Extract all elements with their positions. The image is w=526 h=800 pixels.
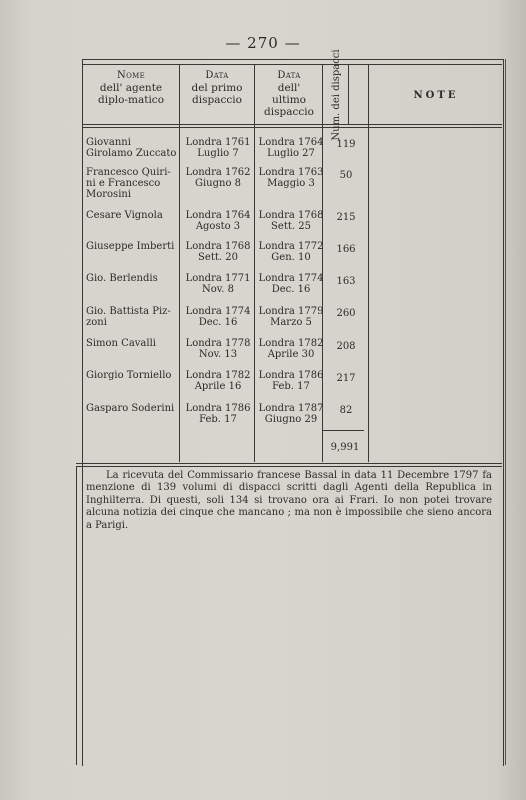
header-num — [326, 49, 348, 141]
header-first — [181, 70, 253, 106]
table-end-rule-double — [76, 466, 502, 467]
row-1-num: 119 — [336, 139, 356, 150]
row-9-name: Gasparo Soderini — [86, 403, 175, 414]
row-2-name: Francesco Quiri-ni e Francesco Morosini — [86, 167, 171, 200]
header-bottom-rule — [82, 124, 502, 125]
row-7-num: 208 — [336, 341, 356, 352]
row-5-name: Gio. Berlendis — [86, 273, 158, 284]
page-number: — 270 — — [225, 34, 301, 52]
row-2-last: Londra 1763 Maggio 3 — [258, 167, 324, 189]
row-9-last: Londra 1787 Giugno 29 — [258, 403, 324, 425]
header-name — [84, 70, 178, 106]
row-1-name: Giovanni Girolamo Zuccato — [86, 137, 177, 159]
header-num-label: Num. dei dispacci — [331, 49, 342, 141]
row-3-num: 215 — [336, 212, 356, 223]
column-divider-first — [254, 64, 255, 462]
row-4-name: Giuseppe Imberti — [86, 241, 175, 252]
total-rule — [322, 430, 364, 431]
header-top-rule — [82, 64, 502, 65]
row-6-last: Londra 1779 Marzo 5 — [258, 306, 324, 328]
header-bottom-rule-double — [82, 127, 502, 128]
row-8-first: Londra 1782 Aprile 16 — [185, 370, 251, 392]
row-7-first: Londra 1778 Nov. 13 — [185, 338, 251, 360]
header-first-title: Data — [205, 70, 229, 81]
row-5-num: 163 — [336, 276, 356, 287]
row-6-num: 260 — [336, 308, 356, 319]
row-4-first: Londra 1768 Sett. 20 — [185, 241, 251, 263]
row-7-last: Londra 1782 Aprile 30 — [258, 338, 324, 360]
row-3-last: Londra 1768 Sett. 25 — [258, 210, 324, 232]
header-last — [256, 70, 322, 118]
row-6-name: Gio. Battista Piz-zoni — [86, 306, 171, 328]
header-last-title: Data — [277, 70, 301, 81]
header-last-subtitle: dell' ultimo dispaccio — [264, 82, 314, 118]
row-3-first: Londra 1764 Agosto 3 — [185, 210, 251, 232]
row-8-name: Giorgio Torniello — [86, 370, 172, 381]
row-9-first: Londra 1786 Feb. 17 — [185, 403, 251, 425]
row-6-first: Londra 1774 Dec. 16 — [185, 306, 251, 328]
note-paragraph: La ricevuta del Commissario francese Bassal in data 11 Decembre 1797 fa menzione di 139 volumi di dispacci scritti dagli Agenti della Republica in Inghilterra. Di questi, soli 134 si trovano ora ai Frari. Io non potei trovare alcuna notizia dei cinque che mancano ; ma non è impossibile che sieno ancora a Parigi. — [86, 470, 492, 531]
row-5-last: Londra 1774 Dec. 16 — [258, 273, 324, 295]
row-9-num: 82 — [339, 405, 353, 416]
row-2-first: Londra 1762 Giugno 8 — [185, 167, 251, 189]
header-note: NOTE — [413, 90, 459, 101]
row-1-last: Londra 1764 Luglio 27 — [258, 137, 324, 159]
row-8-num: 217 — [336, 373, 356, 384]
row-3-name: Cesare Vignola — [86, 210, 163, 221]
row-7-name: Simon Cavalli — [86, 338, 156, 349]
row-8-last: Londra 1786 Feb. 17 — [258, 370, 324, 392]
table-end-rule — [76, 463, 502, 464]
row-1-first: Londra 1761 Luglio 7 — [185, 137, 251, 159]
row-5-first: Londra 1771 Nov. 8 — [185, 273, 251, 295]
column-divider-num — [368, 64, 369, 462]
row-4-num: 166 — [336, 244, 356, 255]
header-name-title: Nome — [117, 70, 145, 81]
total-dispatches: 9,991 — [330, 442, 360, 453]
row-4-last: Londra 1772 Gen. 10 — [258, 241, 324, 263]
column-divider-num-header — [348, 64, 349, 124]
header-first-subtitle: del primo dispaccio — [191, 82, 243, 106]
header-name-subtitle: dell' agente diplo-matico — [97, 82, 165, 106]
note-left-rule — [76, 466, 77, 765]
row-2-num: 50 — [339, 170, 353, 181]
frame-outer-rule — [505, 59, 506, 765]
